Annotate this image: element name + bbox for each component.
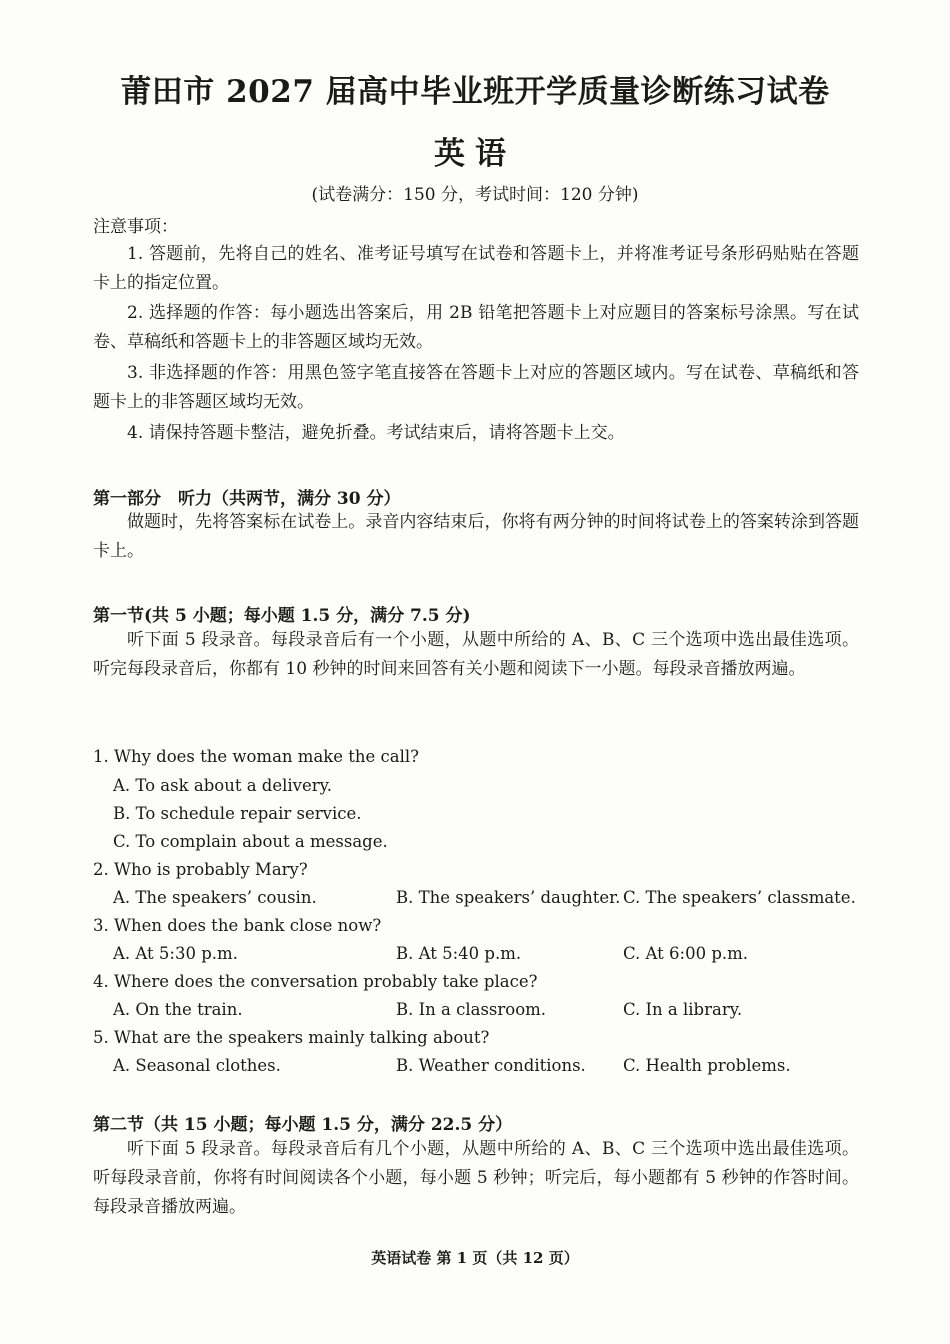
notice-item-2: 2. 选择题的作答：每小题选出答案后，用 2B 铅笔把答题卡上对应题目的答案标号涂黑。写在试卷、草稿纸和答题卡上的非答题区域均无效。 xyxy=(93,303,859,352)
notice-item-4: 4. 请保持答题卡整洁，避免折叠。考试结束后，请将答题卡上交。 xyxy=(127,423,625,443)
question-4-option-b: B. In a classroom. xyxy=(396,1000,547,1019)
score-info: (试卷满分：150 分，考试时间：120 分钟) xyxy=(311,185,639,205)
question-1-option-c: C. To complain about a message. xyxy=(113,832,388,851)
question-4-option-c: C. In a library. xyxy=(623,1000,743,1019)
question-5-option-c: C. Health problems. xyxy=(623,1056,791,1075)
exam-subject: 英语 xyxy=(434,136,516,172)
question-4-option-a: A. On the train. xyxy=(113,1000,243,1019)
notice-heading: 注意事项： xyxy=(93,217,178,237)
question-5-option-a: A. Seasonal clothes. xyxy=(113,1056,281,1075)
question-2-option-b: B. The speakers’ daughter. xyxy=(396,888,621,907)
question-3-option-b: B. At 5:40 p.m. xyxy=(396,944,522,963)
part1-heading: 第一部分 听力（共两节，满分 30 分） xyxy=(93,489,401,509)
section2-heading: 第二节（共 15 小题；每小题 1.5 分，满分 22.5 分） xyxy=(93,1115,513,1135)
section1-heading: 第一节(共 5 小题；每小题 1.5 分，满分 7.5 分) xyxy=(93,606,471,626)
question-4: 4. Where does the conversation probably take place? xyxy=(93,972,538,991)
question-3: 3. When does the bank close now? xyxy=(93,916,382,935)
notice-item-3: 3. 非选择题的作答：用黑色签字笔直接答在答题卡上对应的答题区域内。写在试卷、草稿纸和答题卡上的非答题区域均无效。 xyxy=(93,363,859,412)
question-5-option-b: B. Weather conditions. xyxy=(396,1056,586,1075)
exam-title: 莆田市 2027 届高中毕业班开学质量诊断练习试卷 xyxy=(120,74,830,110)
question-1: 1. Why does the woman make the call? xyxy=(93,747,420,766)
question-3-option-a: A. At 5:30 p.m. xyxy=(113,944,238,963)
question-1-option-a: A. To ask about a delivery. xyxy=(113,776,333,795)
question-1-option-b: B. To schedule repair service. xyxy=(113,804,362,823)
question-5: 5. What are the speakers mainly talking about? xyxy=(93,1028,490,1047)
section1-instruction: 听下面 5 段录音。每段录音后有一个小题，从题中所给的 A、B、C 三个选项中选出最佳选项。听完每段录音后，你都有 10 秒钟的时间来回答有关小题和阅读下一小题。每段录音播放两遍。 xyxy=(93,630,859,679)
part1-instruction: 做题时，先将答案标在试卷上。录音内容结束后，你将有两分钟的时间将试卷上的答案转涂到答题卡上。 xyxy=(93,512,859,561)
question-2: 2. Who is probably Mary? xyxy=(93,860,308,879)
question-3-option-c: C. At 6:00 p.m. xyxy=(623,944,749,963)
section2-instruction: 听下面 5 段录音。每段录音后有几个小题，从题中所给的 A、B、C 三个选项中选出最佳选项。听每段录音前，你将有时间阅读各个小题，每小题 5 秒钟；听完后，每小题都有 5 秒钟的作答时间。每段录音播放两遍。 xyxy=(93,1139,859,1217)
question-2-option-a: A. The speakers’ cousin. xyxy=(113,888,317,907)
notice-item-1: 1. 答题前，先将自己的姓名、准考证号填写在试卷和答题卡上，并将准考证号条形码贴贴在答题卡上的指定位置。 xyxy=(93,244,859,293)
question-2-option-c: C. The speakers’ classmate. xyxy=(623,888,856,907)
page-footer: 英语试卷 第 1 页（共 12 页） xyxy=(371,1249,579,1267)
